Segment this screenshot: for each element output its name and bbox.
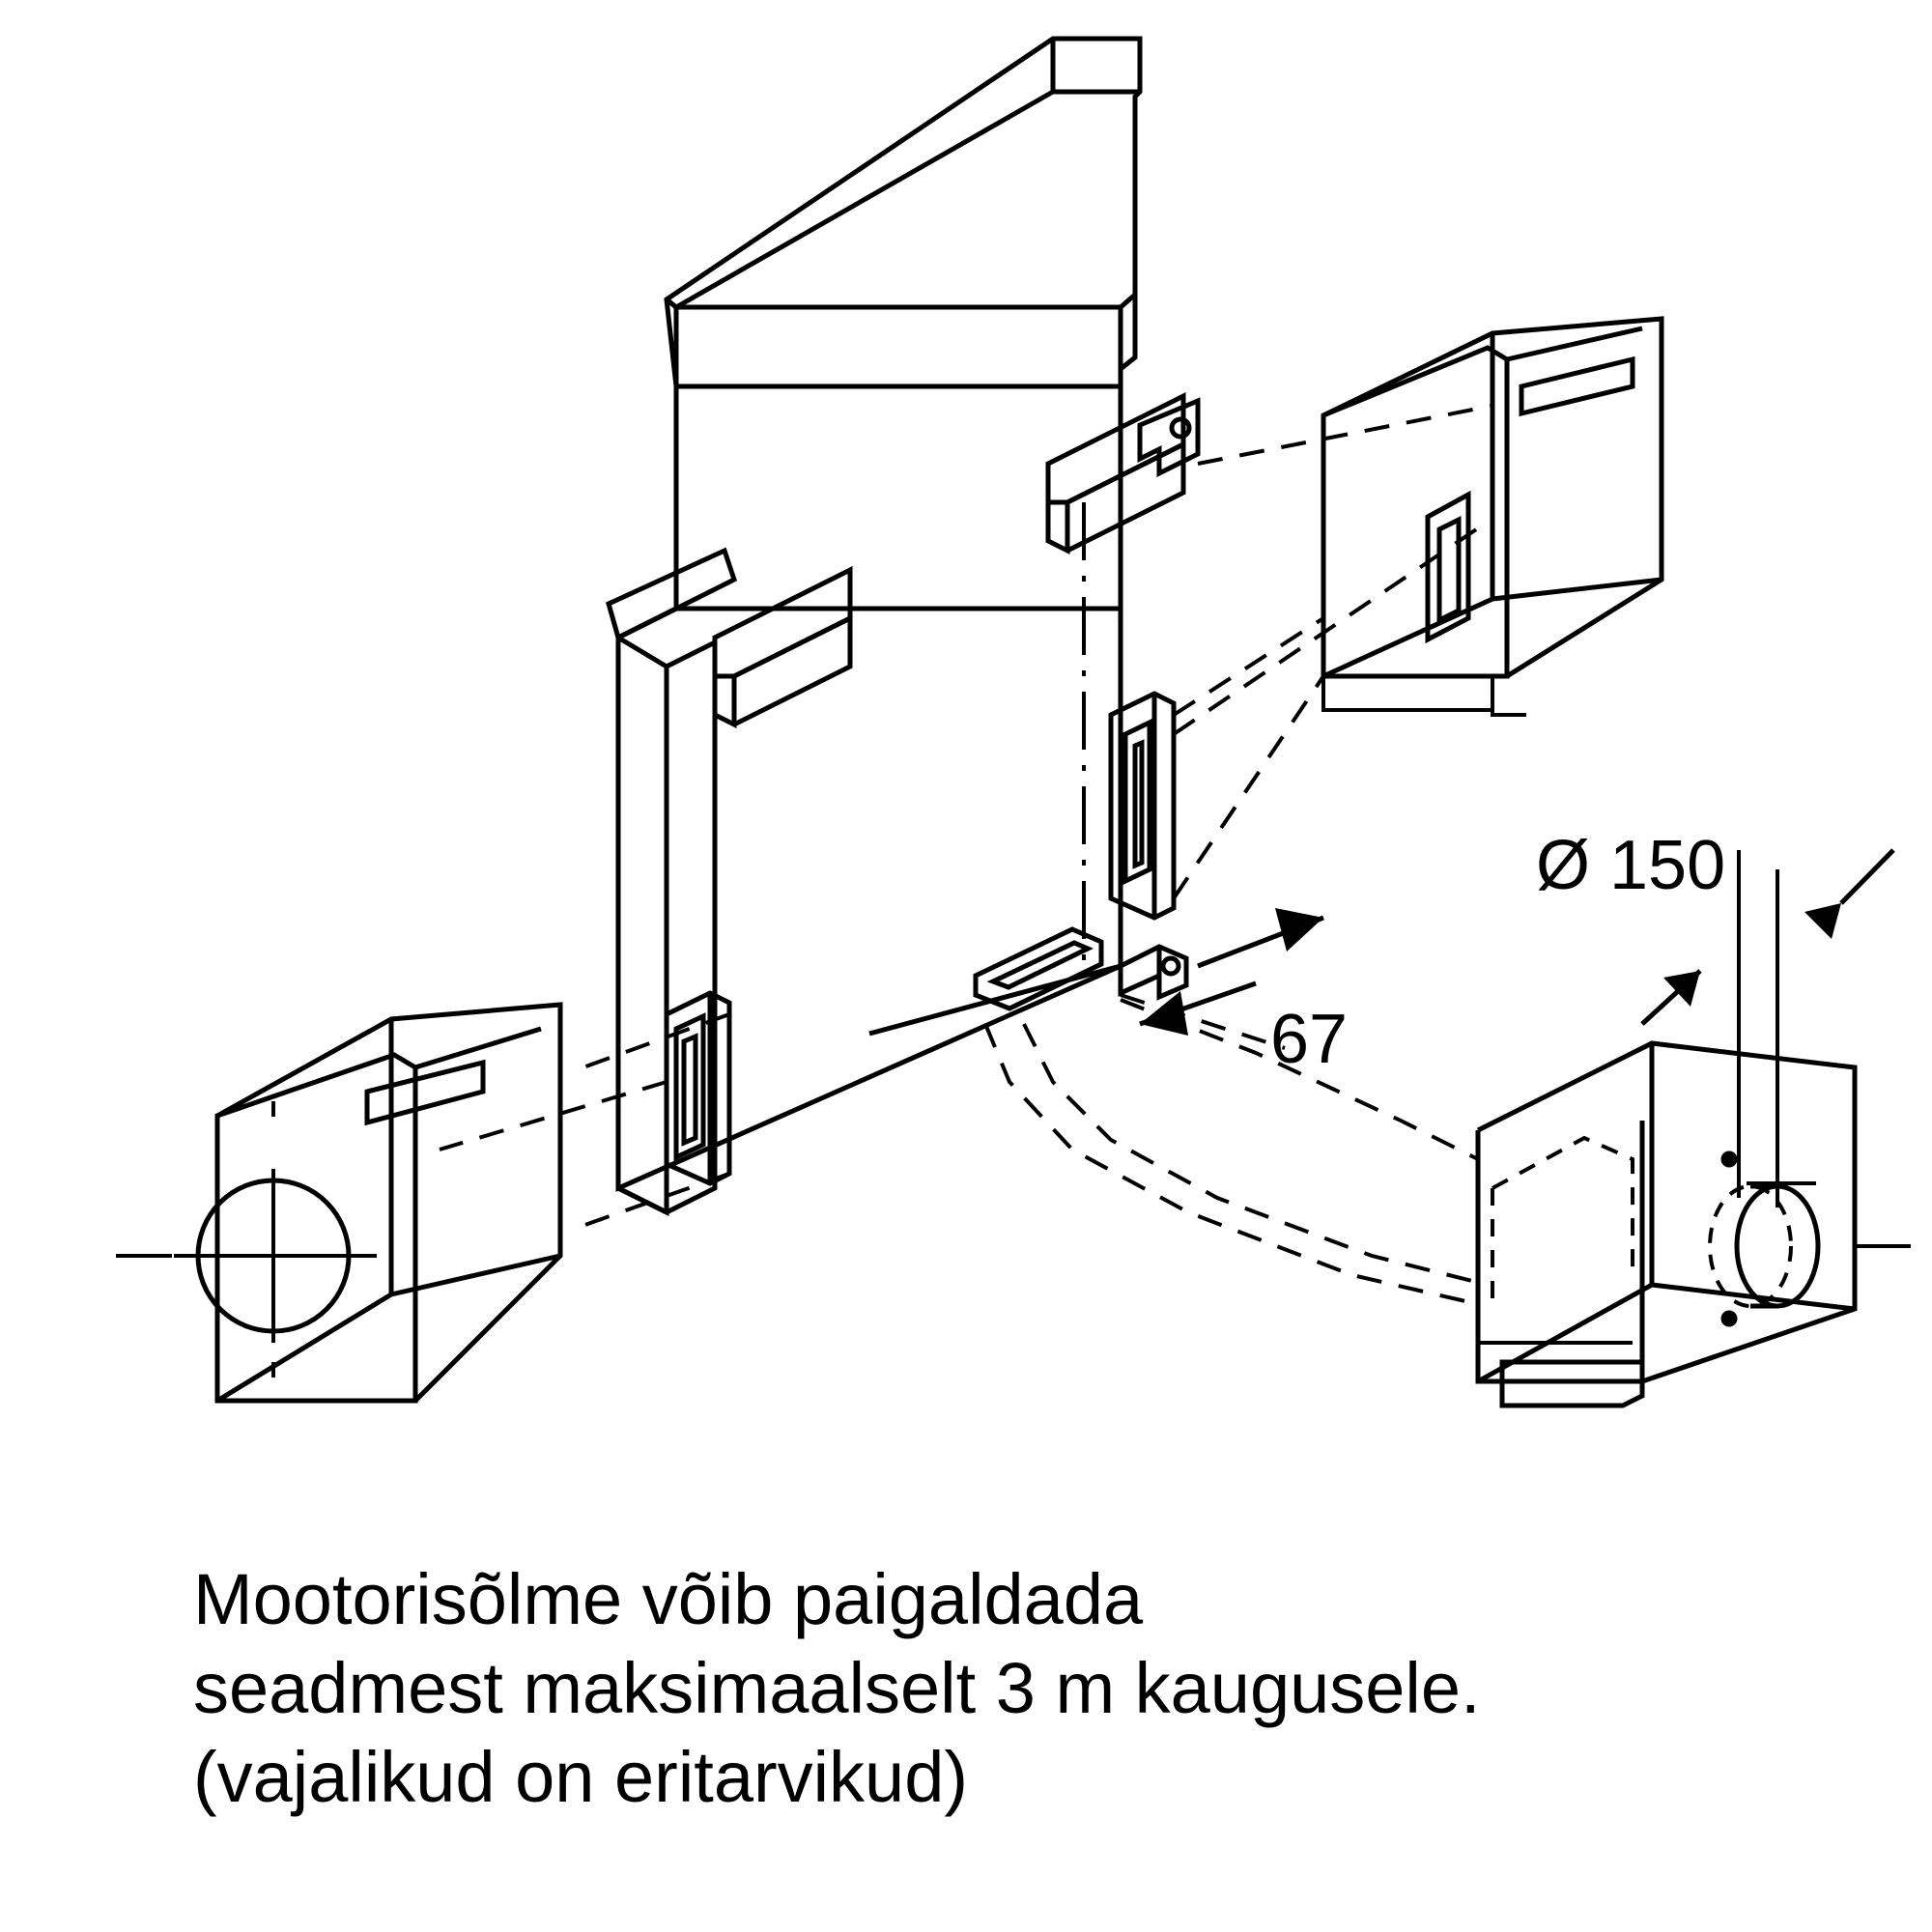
caption-line-2: seadmest maksimaalselt 3 m kaugusele. xyxy=(193,1648,1481,1728)
dimension-label-diameter: Ø 150 xyxy=(1536,827,1726,904)
motor-unit-lower-right xyxy=(1478,1043,1922,1406)
dimension-label-67: 67 xyxy=(1270,1001,1349,1078)
assembly-dashed-lines xyxy=(440,406,1492,1304)
motor-unit-upper-right xyxy=(1323,319,1662,715)
downdraft-hood-graphic xyxy=(609,39,1198,1212)
motor-unit-lower-left xyxy=(116,1005,560,1401)
caption xyxy=(193,1555,1855,1822)
caption-line-3: (vajalikud on eritarvikud) xyxy=(193,1737,969,1817)
caption-line-1: Mootorisõlme võib paigaldada xyxy=(193,1559,1144,1639)
